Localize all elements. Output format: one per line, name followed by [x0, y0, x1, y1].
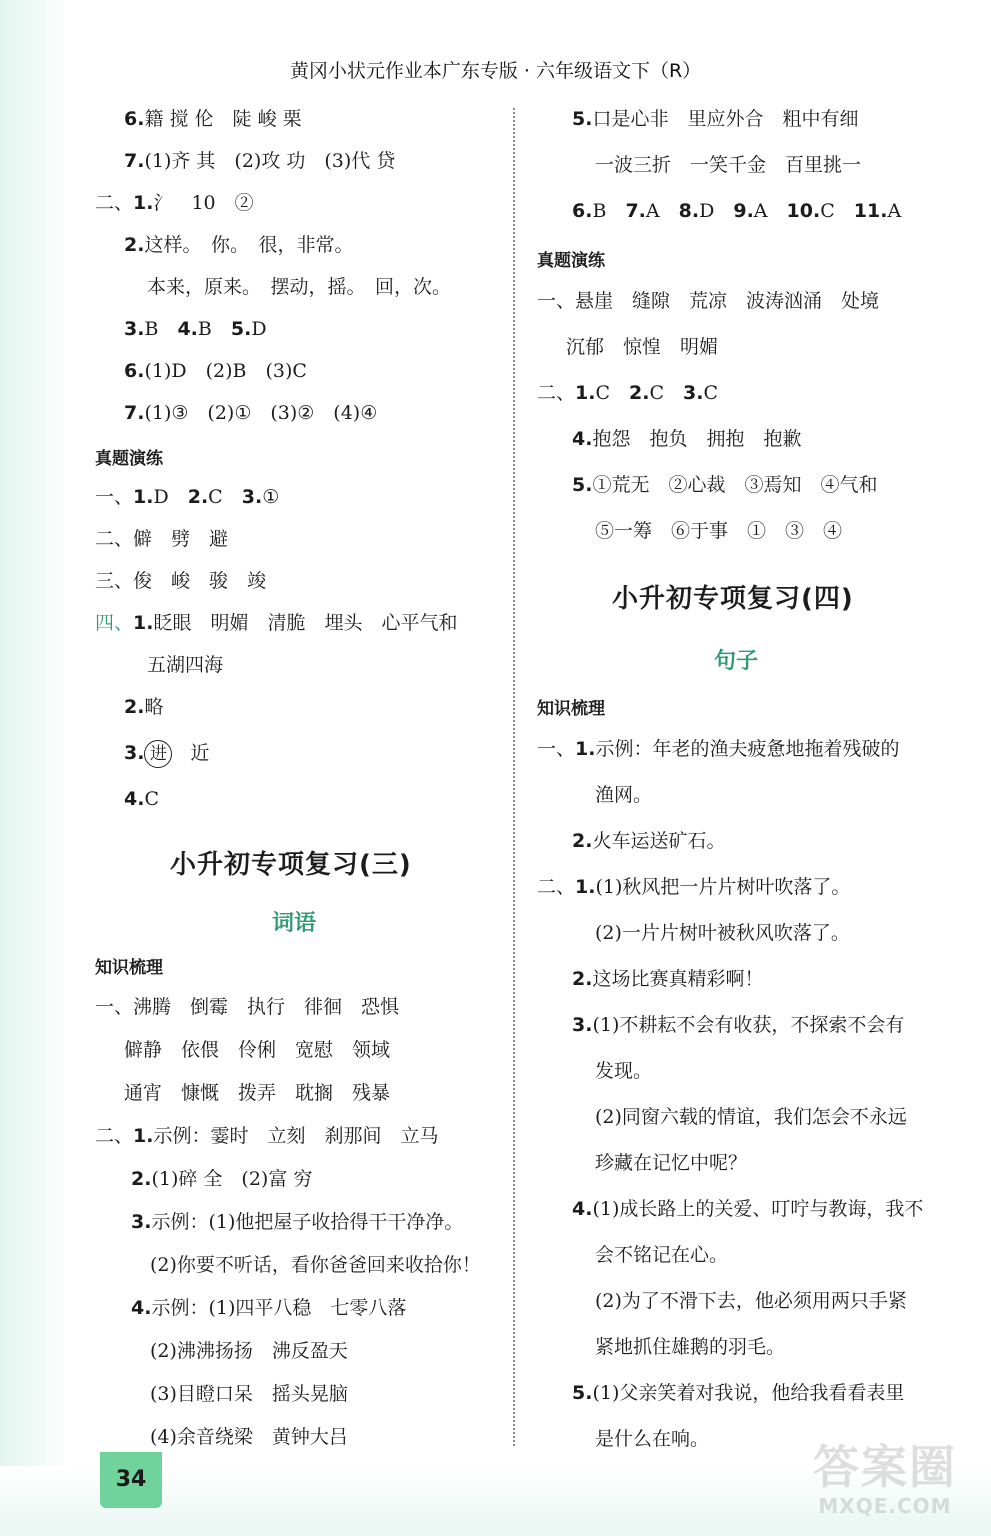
answer-line: 6.籍 搅 伦 陡 峻 栗: [124, 108, 302, 130]
answer-line: 一、1.示例：年老的渔夫疲惫地拖着残破的: [537, 738, 900, 760]
answer-line: 本来，原来。 摆动，摇。 回，次。: [147, 276, 452, 298]
review-title-3: 小升初专项复习(三): [170, 850, 412, 880]
answer-line: 一、沸腾 倒霉 执行 徘徊 恐惧: [95, 996, 400, 1018]
running-header: 黄冈小状元作业本广东专版 · 六年级语文下（R）: [289, 60, 702, 82]
answer-line: 2.火车运送矿石。: [572, 830, 726, 852]
answer-line: 一、1.D 2.C 3.①: [95, 486, 280, 508]
answer-line: 3.(1)不耕耘不会有收获，不探索不会有: [572, 1014, 905, 1036]
answer-line: (2)为了不滑下去，他必须用两只手紧: [595, 1290, 907, 1312]
answer-line: (2)一片片树叶被秋风吹落了。: [595, 922, 850, 944]
answer-line: 会不铭记在心。: [595, 1244, 729, 1266]
answer-line: 3.B 4.B 5.D: [124, 318, 267, 340]
page-edge-decoration: [0, 0, 70, 1536]
circled-character: 进: [144, 740, 172, 768]
answer-line: 四、1.眨眼 明媚 清脆 埋头 心平气和: [95, 612, 458, 634]
answer-line: 2.略: [124, 696, 164, 718]
column-divider: [513, 108, 515, 1446]
answer-line: 4.C: [124, 788, 159, 810]
answer-line: 通宵 慷慨 拨弄 耽搁 残暴: [124, 1082, 391, 1104]
section-heading: 知识梳理: [95, 958, 163, 978]
answer-line: (2)同窗六载的情谊，我们怎会不永远: [595, 1106, 907, 1128]
answer-line: 一波三折 一笑千金 百里挑一: [595, 154, 862, 176]
answer-line: 4.示例：(1)四平八稳 七零八落: [131, 1297, 407, 1319]
answer-line: 二、僻 劈 避: [95, 528, 229, 550]
answer-line: 3.示例：(1)他把屋子收拾得干干净净。: [131, 1211, 464, 1233]
answer-line: (2)你要不听话，看你爸爸回来收拾你！: [150, 1254, 481, 1276]
answer-line: 二、1.示例：霎时 立刻 刹那间 立马: [95, 1125, 439, 1147]
answer-line: 4.抱怨 抱负 拥抱 抱歉: [572, 428, 802, 450]
answer-line: 紧地抓住雄鹅的羽毛。: [595, 1336, 786, 1358]
answer-line: 4.(1)成长路上的关爱、叮咛与教诲，我不: [572, 1198, 924, 1220]
answer-line: 五湖四海: [147, 654, 224, 676]
section-heading: 真题演练: [537, 251, 605, 271]
answer-line: 5.①荒无 ②心裁 ③焉知 ④气和: [572, 474, 878, 496]
answer-line: ⑤一筹 ⑥于事 ① ③ ④: [595, 520, 843, 542]
answer-line: 发现。: [595, 1060, 653, 1082]
answer-line: 2.这场比赛真精彩啊！: [572, 968, 764, 990]
answer-line: 7.(1)齐 其 (2)攻 功 (3)代 贷: [124, 150, 396, 172]
answer-line: 一、悬崖 缝隙 荒凉 波涛汹涌 处境: [537, 290, 880, 312]
topic-subtitle: 句子: [714, 648, 759, 674]
answer-line: 5.(1)父亲笑着对我说，他给我看看表里: [572, 1382, 905, 1404]
answer-line: (3)目瞪口呆 摇头晃脑: [150, 1383, 348, 1405]
answer-line: 3. 进 近: [124, 740, 209, 768]
answer-line: 僻静 依偎 伶俐 宽慰 领域: [124, 1039, 391, 1061]
answer-line: 是什么在响。: [595, 1428, 710, 1450]
answer-line: 6.(1)D (2)B (3)C: [124, 360, 307, 382]
answer-line: 二、1.C 2.C 3.C: [537, 382, 719, 404]
section-heading: 真题演练: [95, 449, 163, 469]
section-heading: 知识梳理: [537, 699, 605, 719]
answer-line: 沉郁 惊惶 明媚: [566, 336, 719, 358]
answer-line: 三、俊 峻 骏 竣: [95, 570, 267, 592]
answer-line: 6.B 7.A 8.D 9.A 10.C 11.A: [572, 200, 902, 222]
answer-line: 2.(1)碎 全 (2)富 穷: [131, 1168, 313, 1190]
page-number: 34: [100, 1452, 162, 1508]
answer-line: 二、1.(1)秋风把一片片树叶吹落了。: [537, 876, 851, 898]
answer-line: (2)沸沸扬扬 沸反盈天: [150, 1340, 348, 1362]
answer-line: 渔网。: [595, 784, 653, 806]
answer-line: 7.(1)③ (2)① (3)② (4)④: [124, 402, 378, 424]
topic-subtitle: 词语: [272, 910, 317, 936]
answer-line: 2.这样。 你。 很，非常。: [124, 234, 354, 256]
answer-line: 珍藏在记忆中呢？: [595, 1152, 748, 1174]
answer-line: 5.口是心非 里应外合 粗中有细: [572, 108, 859, 130]
watermark-logo: 答案圈 MXQE.COM: [813, 1440, 957, 1518]
review-title-4: 小升初专项复习(四): [612, 584, 854, 614]
answer-line: (4)余音绕梁 黄钟大吕: [150, 1426, 348, 1448]
answer-line: 二、1.氵 10 ②: [95, 192, 254, 214]
